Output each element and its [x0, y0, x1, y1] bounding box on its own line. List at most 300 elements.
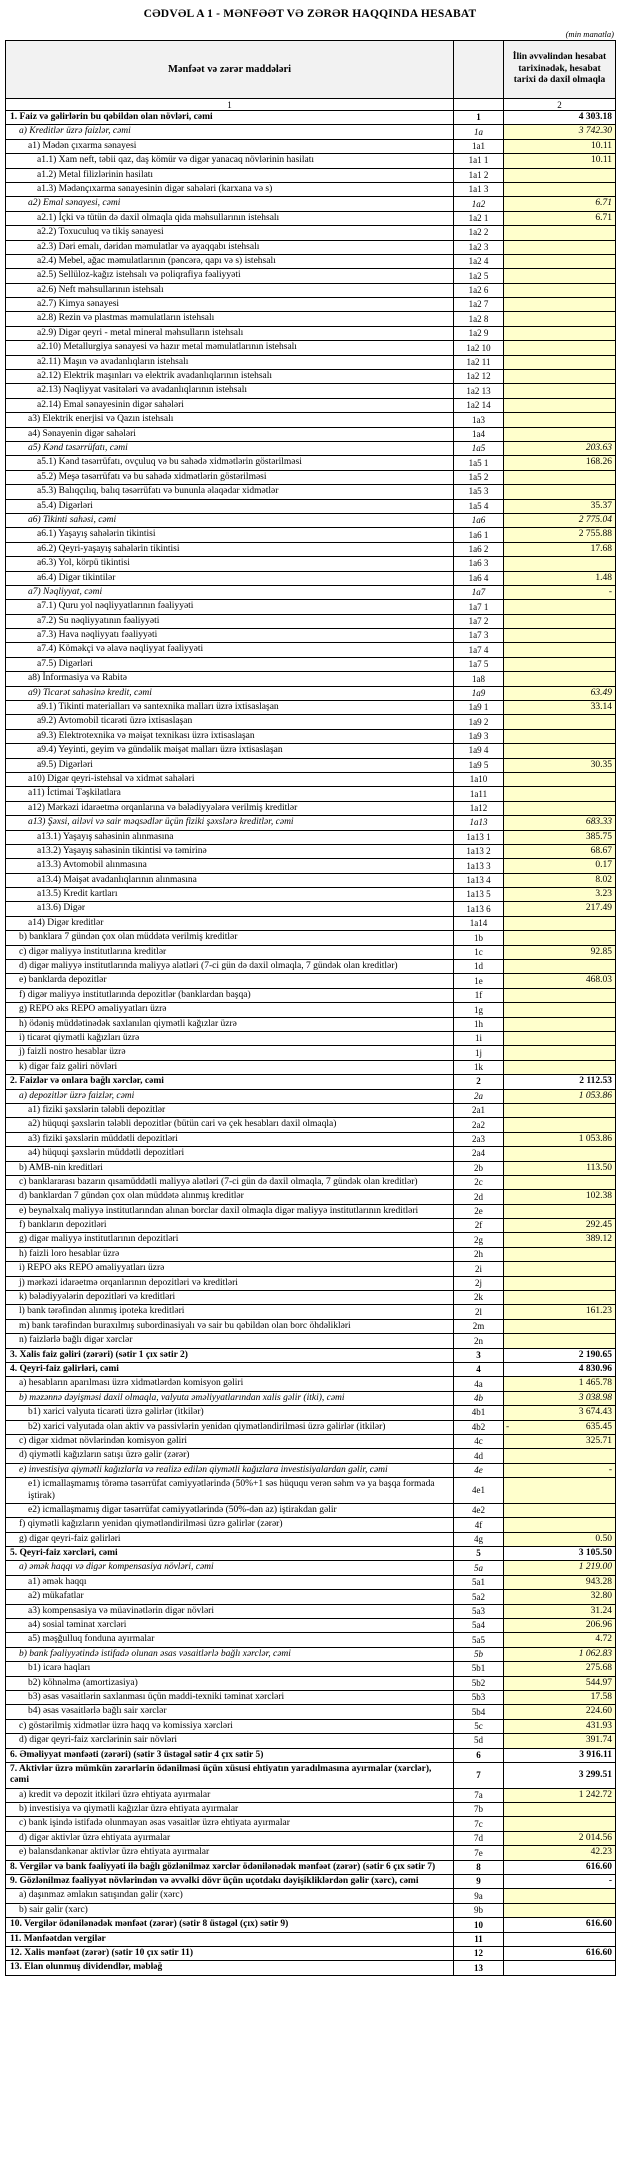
table-row — [6, 686, 616, 700]
table-row — [6, 1903, 616, 1917]
table-row — [6, 1690, 616, 1704]
row-code: 5b1 — [454, 1662, 504, 1676]
table-row — [6, 1420, 616, 1434]
table-row — [6, 1118, 616, 1132]
table-row — [6, 614, 616, 628]
row-value: 6.71 — [504, 197, 616, 211]
row-code: 9a — [454, 1889, 504, 1903]
row-code: 5d — [454, 1734, 504, 1748]
row-label: b1) icarə haqları — [6, 1662, 454, 1676]
table-row — [6, 355, 616, 369]
row-value — [504, 1175, 616, 1189]
row-code: 1a13 5 — [454, 888, 504, 902]
items-column-number: 1 — [6, 99, 454, 111]
row-label: a2.6) Neft məhsullarının istehsalı — [6, 283, 454, 297]
row-value: - — [504, 1875, 616, 1889]
table-row — [6, 1676, 616, 1690]
table-row — [6, 1788, 616, 1802]
row-value — [504, 240, 616, 254]
row-value: 92.85 — [504, 945, 616, 959]
row-value — [504, 226, 616, 240]
table-row — [6, 744, 616, 758]
row-code: 1e — [454, 974, 504, 988]
row-value — [504, 269, 616, 283]
row-code: 13 — [454, 1961, 504, 1975]
row-value — [504, 1060, 616, 1074]
row-code: 5a — [454, 1561, 504, 1575]
table-row — [6, 441, 616, 455]
row-code: 1a2 3 — [454, 240, 504, 254]
table-row — [6, 1060, 616, 1074]
row-code: 1a6 1 — [454, 528, 504, 542]
row-value: 616.60 — [504, 1918, 616, 1932]
row-label: c) digər xidmət növlərindən komisyon gəliri — [6, 1434, 454, 1448]
row-label: a) kredit və depozit itkiləri üzrə ehtiyata ayırmalar — [6, 1788, 454, 1802]
row-value — [504, 1478, 616, 1504]
table-row — [6, 1175, 616, 1189]
table-row — [6, 988, 616, 1002]
table-row — [6, 1463, 616, 1477]
table-row — [6, 1647, 616, 1661]
row-code: 1a1 — [454, 139, 504, 153]
row-label: a7.3) Hava nəqliyyatı fəaliyyəti — [6, 629, 454, 643]
row-code: 4b2 — [454, 1420, 504, 1434]
row-label: d) banklardan 7 gündən çox olan müddətə alınmış kreditlər — [6, 1190, 454, 1204]
table-row — [6, 585, 616, 599]
row-value: 2 190.65 — [504, 1348, 616, 1362]
table-row — [6, 1518, 616, 1532]
report-title: CƏDVƏL A 1 - MƏNFƏƏT VƏ ZƏRƏR HAQQINDA HESABAT — [143, 8, 477, 20]
row-value: 3 105.50 — [504, 1547, 616, 1561]
row-code: 2c — [454, 1175, 504, 1189]
row-label: k) bələdiyyələrin depozitləri və kreditləri — [6, 1291, 454, 1305]
row-label: a9.1) Tikinti materialları və santexnika malları üzrə ixtisaslaşan — [6, 701, 454, 715]
table-row — [6, 1590, 616, 1604]
row-label: l) bank tərəfindən alınmış ipoteka kreditləri — [6, 1305, 454, 1319]
row-code: 8 — [454, 1860, 504, 1874]
row-label: a9.5) Digərləri — [6, 758, 454, 772]
row-value: 431.93 — [504, 1719, 616, 1733]
row-code: 7a — [454, 1788, 504, 1802]
table-row — [6, 1262, 616, 1276]
table-row — [6, 283, 616, 297]
row-value: 3.23 — [504, 888, 616, 902]
row-label: n) faizlərlə bağlı digər xərclər — [6, 1334, 454, 1348]
row-code: 2a2 — [454, 1118, 504, 1132]
table-row — [6, 168, 616, 182]
table-row — [6, 298, 616, 312]
row-code: 1a9 — [454, 686, 504, 700]
table-row — [6, 1961, 616, 1975]
row-label: e1) icmallaşmamış törəmə təsərrüfat cəmiyyətlərində (50%+1 səs hüququ verən səhm və ya başqa formada iştirak) — [6, 1478, 454, 1504]
table-row — [6, 1247, 616, 1261]
table-row — [6, 154, 616, 168]
row-label: a4) hüquqi şəxslərin müddətli depozitləri — [6, 1147, 454, 1161]
row-code: 5b3 — [454, 1690, 504, 1704]
table-row — [6, 341, 616, 355]
table-row — [6, 1532, 616, 1546]
row-label: b1) xarici valyuta ticarəti üzrə gəlirlər (itkilər) — [6, 1406, 454, 1420]
row-code: 4a — [454, 1377, 504, 1391]
row-label: a11) İctimai Təşkilatlara — [6, 787, 454, 801]
row-value — [504, 1103, 616, 1117]
row-label: h) faizli loro hesablar üzrə — [6, 1247, 454, 1261]
row-value: 1 465.78 — [504, 1377, 616, 1391]
row-value — [504, 931, 616, 945]
column-number-row — [6, 99, 616, 111]
row-code: 1a9 2 — [454, 715, 504, 729]
row-code: 1a3 — [454, 413, 504, 427]
value-column-number: 2 — [504, 99, 616, 111]
row-code: 5b4 — [454, 1705, 504, 1719]
table-row — [6, 1478, 616, 1504]
row-value — [504, 1291, 616, 1305]
row-code: 2e — [454, 1204, 504, 1218]
row-value — [504, 283, 616, 297]
row-code: 1a5 4 — [454, 499, 504, 513]
row-value — [504, 341, 616, 355]
row-code: 7d — [454, 1831, 504, 1845]
row-code: 1a13 2 — [454, 844, 504, 858]
row-code: 4d — [454, 1449, 504, 1463]
row-label: b) sair gəlir (xərc) — [6, 1903, 454, 1917]
row-label: 8. Vergilər və bank fəaliyyəti ilə bağlı gözlənilməz xərclər ödənilənədək mənfəət (zərər) (sətir 6 çıx sətir 7) — [6, 1860, 454, 1874]
items-column-header: Mənfəət və zərər maddələri — [6, 41, 454, 99]
row-code: 1a2 2 — [454, 226, 504, 240]
row-value — [504, 1262, 616, 1276]
row-label: a) Kreditlər üzrə faizlər, cəmi — [6, 125, 454, 139]
row-value: 616.60 — [504, 1947, 616, 1961]
table-row — [6, 1633, 616, 1647]
table-row — [6, 816, 616, 830]
table-row — [6, 830, 616, 844]
row-value: 0.50 — [504, 1532, 616, 1546]
row-label: a1.2) Metal filizlərinin hasilatı — [6, 168, 454, 182]
row-value: 3 742.30 — [504, 125, 616, 139]
row-code: 1a6 — [454, 513, 504, 527]
row-value — [504, 1961, 616, 1975]
table-row — [6, 1276, 616, 1290]
table-body — [6, 111, 616, 1976]
row-code: 4e1 — [454, 1478, 504, 1504]
row-code: 7c — [454, 1817, 504, 1831]
table-row — [6, 1075, 616, 1089]
table-row — [6, 1662, 616, 1676]
table-row — [6, 1817, 616, 1831]
row-value: 30.35 — [504, 758, 616, 772]
table-row — [6, 1003, 616, 1017]
row-label: a13.5) Kredit kartları — [6, 888, 454, 902]
row-label: d) digər qeyri-faiz xərclərinin sair növləri — [6, 1734, 454, 1748]
row-value — [504, 398, 616, 412]
row-code: 1a8 — [454, 672, 504, 686]
row-value — [504, 657, 616, 671]
row-label: 4. Qeyri-faiz gəlirləri, cəmi — [6, 1362, 454, 1376]
row-label: a2.3) Dəri emalı, dəridən məmulatlar və ayaqqabı istehsalı — [6, 240, 454, 254]
row-value: 31.24 — [504, 1604, 616, 1618]
table-row — [6, 974, 616, 988]
row-label: a5.4) Digərləri — [6, 499, 454, 513]
row-label: k) digər faiz gəliri növləri — [6, 1060, 454, 1074]
row-code: 2f — [454, 1219, 504, 1233]
row-label: h) ödəniş müddətinədək saxlanılan qiymətli kağızlar üzrə — [6, 1017, 454, 1031]
row-value: 3 674.43 — [504, 1406, 616, 1420]
table-row — [6, 1032, 616, 1046]
row-label: 2. Faizlər və onlara bağlı xərclər, cəmi — [6, 1075, 454, 1089]
row-value: 0.17 — [504, 859, 616, 873]
row-label: f) qiymətli kağızların yenidən qiymətləndirilməsi üzrə gəlirlər (zərər) — [6, 1518, 454, 1532]
row-code: 2a4 — [454, 1147, 504, 1161]
row-code: 2b — [454, 1161, 504, 1175]
row-label: a2.5) Sellüloz-kağız istehsalı və poliqrafiya fəaliyyəti — [6, 269, 454, 283]
table-row — [6, 557, 616, 571]
table-row — [6, 1932, 616, 1946]
table-row — [6, 945, 616, 959]
row-label: e) banklarda depozitlər — [6, 974, 454, 988]
row-label: a13.1) Yaşayış sahəsinin alınmasına — [6, 830, 454, 844]
row-value: 4 830.96 — [504, 1362, 616, 1376]
row-code: 1a2 1 — [454, 211, 504, 225]
code-column-number — [454, 99, 504, 111]
row-label: a2.13) Nəqliyyat vasitələri və avadanlıqlarının istehsalı — [6, 384, 454, 398]
row-label: b2) xarici valyutada olan aktiv və passivlərin yenidən qiymətləndirilməsi üzrə gəlirlər (itkilər) — [6, 1420, 454, 1434]
row-value — [504, 600, 616, 614]
row-code: 1a13 4 — [454, 873, 504, 887]
row-code: 4b1 — [454, 1406, 504, 1420]
header-row — [6, 41, 616, 99]
table-row — [6, 240, 616, 254]
row-label: a) depozitlər üzrə faizlər, cəmi — [6, 1089, 454, 1103]
row-code: 10 — [454, 1918, 504, 1932]
row-value: 275.68 — [504, 1662, 616, 1676]
table-row — [6, 1190, 616, 1204]
table-row — [6, 269, 616, 283]
table-row — [6, 1889, 616, 1903]
row-label: a2.8) Rezin və plastmas məmulatların istehsalı — [6, 312, 454, 326]
row-code: 4f — [454, 1518, 504, 1532]
row-code: 1a5 2 — [454, 470, 504, 484]
table-row — [6, 413, 616, 427]
table-row — [6, 485, 616, 499]
row-value: 17.68 — [504, 542, 616, 556]
table-row — [6, 859, 616, 873]
table-row — [6, 873, 616, 887]
row-code: 1a6 3 — [454, 557, 504, 571]
row-value: 10.11 — [504, 154, 616, 168]
row-code: 1a6 4 — [454, 571, 504, 585]
table-row — [6, 456, 616, 470]
table-row — [6, 729, 616, 743]
row-code: 1a11 — [454, 787, 504, 801]
row-value: 943.28 — [504, 1575, 616, 1589]
row-value — [504, 643, 616, 657]
table-row — [6, 1575, 616, 1589]
row-value: 292.45 — [504, 1219, 616, 1233]
table-row — [6, 1089, 616, 1103]
row-value: 206.96 — [504, 1619, 616, 1633]
row-code: 1a7 1 — [454, 600, 504, 614]
table-row — [6, 499, 616, 513]
table-row — [6, 931, 616, 945]
row-value — [504, 470, 616, 484]
row-code: 1a5 — [454, 441, 504, 455]
row-code: 2a3 — [454, 1132, 504, 1146]
row-code: 1a2 9 — [454, 326, 504, 340]
table-row — [6, 1291, 616, 1305]
table-row — [6, 1348, 616, 1362]
row-label: 13. Elan olunmuş dividendlər, məbləğ — [6, 1961, 454, 1975]
row-value — [504, 988, 616, 1002]
row-value: 113.50 — [504, 1161, 616, 1175]
row-value: 391.74 — [504, 1734, 616, 1748]
row-label: b) banklara 7 gündən çox olan müddətə verilmiş kreditlər — [6, 931, 454, 945]
row-value — [504, 1903, 616, 1917]
row-value — [504, 1032, 616, 1046]
row-label: d) qiymətli kağızların satışı üzrə gəlir (zərər) — [6, 1449, 454, 1463]
row-value: 389.12 — [504, 1233, 616, 1247]
row-code: 1a2 8 — [454, 312, 504, 326]
row-value: 3 299.51 — [504, 1762, 616, 1788]
row-code: 1a1 2 — [454, 168, 504, 182]
row-code: 4g — [454, 1532, 504, 1546]
row-value: 203.63 — [504, 441, 616, 455]
row-code: 5b — [454, 1647, 504, 1661]
row-value: 224.60 — [504, 1705, 616, 1719]
row-code: 5a2 — [454, 1590, 504, 1604]
row-value — [504, 1803, 616, 1817]
row-value — [504, 370, 616, 384]
row-value — [504, 960, 616, 974]
row-label: a9.3) Elektrotexnika və məişət texnikası üzrə ixtisaslaşan — [6, 729, 454, 743]
row-code: 2d — [454, 1190, 504, 1204]
row-value: - 635.45 — [504, 1420, 616, 1434]
row-code: 2 — [454, 1075, 504, 1089]
row-code: 1a7 2 — [454, 614, 504, 628]
row-label: a14) Digər kreditlər — [6, 916, 454, 930]
row-code: 1a1 1 — [454, 154, 504, 168]
row-value: 2 775.04 — [504, 513, 616, 527]
table-row — [6, 1017, 616, 1031]
row-value — [504, 1518, 616, 1532]
row-label: 9. Gözlənilməz fəaliyyət növlərindən və əvvəlki dövr üçün uçotdakı dəyişikliklərdən gəlir (xərc), cəmi — [6, 1875, 454, 1889]
row-label: a4) sosial təminat xərcləri — [6, 1619, 454, 1633]
table-row — [6, 1803, 616, 1817]
row-label: 10. Vergilər ödənilənədək mənfəət (zərər) (sətir 8 üstəgəl (çıx) sətir 9) — [6, 1918, 454, 1932]
table-row — [6, 1705, 616, 1719]
row-code: 1a2 4 — [454, 254, 504, 268]
row-code: 1a14 — [454, 916, 504, 930]
row-label: a2.11) Maşın və avadanlıqların istehsalı — [6, 355, 454, 369]
row-label: d) digər aktivlər üzrə ehtiyata ayırmalar — [6, 1831, 454, 1845]
row-value — [504, 1046, 616, 1060]
row-value: 4 303.18 — [504, 111, 616, 125]
row-value — [504, 326, 616, 340]
pnl-table — [5, 40, 616, 1976]
row-label: a4) Sənayenin digər sahələri — [6, 427, 454, 441]
row-code: 1a — [454, 125, 504, 139]
table-row — [6, 1377, 616, 1391]
row-code: 1a13 6 — [454, 902, 504, 916]
row-code: 7 — [454, 1762, 504, 1788]
row-code: 2h — [454, 1247, 504, 1261]
row-code: 2l — [454, 1305, 504, 1319]
row-value — [504, 801, 616, 815]
row-value: 683.33 — [504, 816, 616, 830]
row-value: 8.02 — [504, 873, 616, 887]
row-code: 5a4 — [454, 1619, 504, 1633]
table-row — [6, 960, 616, 974]
table-row — [6, 1334, 616, 1348]
table-row — [6, 1561, 616, 1575]
row-code: 1a7 — [454, 585, 504, 599]
row-value: 1 062.83 — [504, 1647, 616, 1661]
table-row — [6, 1831, 616, 1845]
row-value — [504, 916, 616, 930]
row-label: b2) köhnəlmə (amortizasiya) — [6, 1676, 454, 1690]
row-value — [504, 1334, 616, 1348]
row-value: 33.14 — [504, 701, 616, 715]
row-label: 6. Əməliyyat mənfəəti (zərəri) (sətir 3 üstəgəl sətir 4 çıx sətir 5) — [6, 1748, 454, 1762]
table-row — [6, 1762, 616, 1788]
row-value — [504, 413, 616, 427]
row-code: 1a13 3 — [454, 859, 504, 873]
table-row — [6, 1319, 616, 1333]
table-row — [6, 1434, 616, 1448]
row-code: 1b — [454, 931, 504, 945]
row-code: 1a10 — [454, 772, 504, 786]
row-label: a2.2) Toxuculuq və tikiş sənayesi — [6, 226, 454, 240]
table-header — [6, 41, 616, 111]
row-code: 5c — [454, 1719, 504, 1733]
table-row — [6, 513, 616, 527]
table-row — [6, 1046, 616, 1060]
row-value: 2 014.56 — [504, 1831, 616, 1845]
row-label: i) REPO əks REPO əməliyyatları üzrə — [6, 1262, 454, 1276]
row-value — [504, 787, 616, 801]
row-value: 4.72 — [504, 1633, 616, 1647]
row-code: 1a2 7 — [454, 298, 504, 312]
row-label: f) bankların depozitləri — [6, 1219, 454, 1233]
row-label: e) investisiya qiymətli kağızlarla və realizə edilən qiymətli kağızlara investisiyalardan gəlir, cəmi — [6, 1463, 454, 1477]
row-label: b) investisiya və qiymətli kağızlar üzrə ehtiyata ayırmalar — [6, 1803, 454, 1817]
row-value — [504, 1118, 616, 1132]
row-value — [504, 629, 616, 643]
row-code: 1j — [454, 1046, 504, 1060]
row-code: 1a12 — [454, 801, 504, 815]
row-code: 4e — [454, 1463, 504, 1477]
table-row — [6, 916, 616, 930]
row-label: b4) əsas vəsaitlərlə bağlı sair xərclər — [6, 1705, 454, 1719]
row-label: a13.6) Digər — [6, 902, 454, 916]
table-row — [6, 542, 616, 556]
table-row — [6, 715, 616, 729]
table-row — [6, 902, 616, 916]
row-code: 5a1 — [454, 1575, 504, 1589]
row-value — [504, 672, 616, 686]
row-label: a1) fiziki şəxslərin tələbli depozitlər — [6, 1103, 454, 1117]
row-value: 168.26 — [504, 456, 616, 470]
table-row — [6, 427, 616, 441]
row-value — [504, 427, 616, 441]
row-label: a3) fiziki şəxslərin müddətli depozitləri — [6, 1132, 454, 1146]
row-label: a2.10) Metallurgiya sənayesi və hazır metal məmulatlarının istehsalı — [6, 341, 454, 355]
table-row — [6, 1305, 616, 1319]
table-row — [6, 758, 616, 772]
table-row — [6, 1362, 616, 1376]
table-row — [6, 528, 616, 542]
table-row — [6, 571, 616, 585]
row-label: a6.4) Digər tikintilər — [6, 571, 454, 585]
